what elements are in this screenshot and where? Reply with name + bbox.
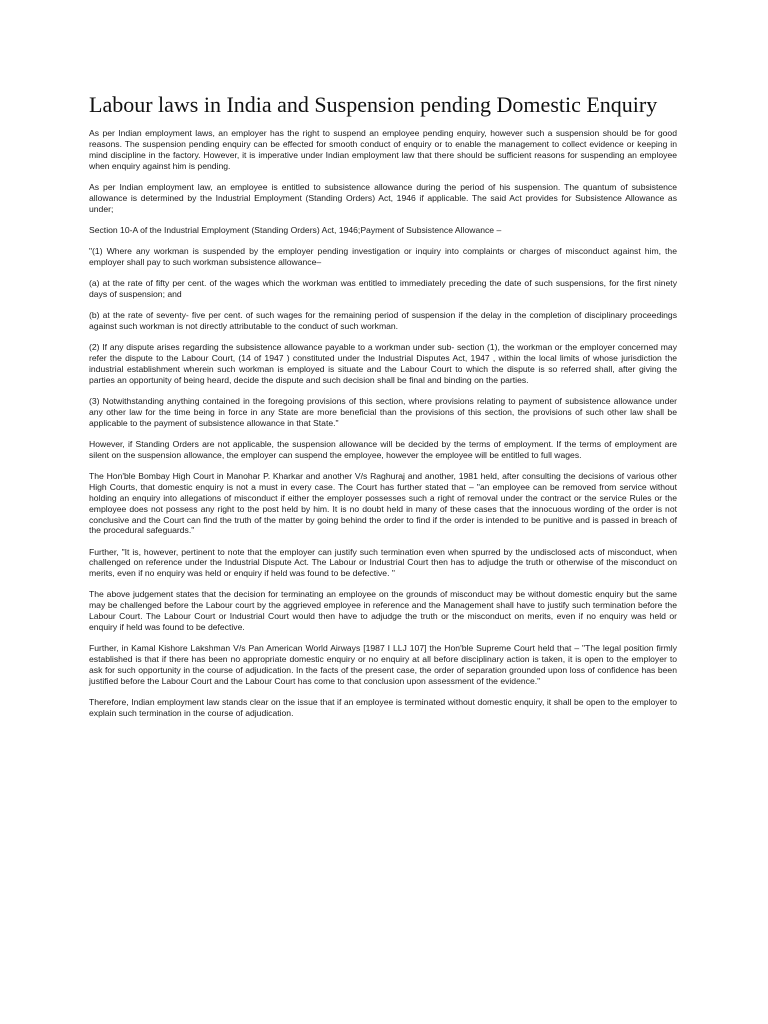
paragraph-clause-1b: (b) at the rate of seventy- five per cent. of such wages for the remaining period of suspension if the delay in the completion of disciplinary proceedings against such workman is not directly attributable to the conduct of such workman. <box>89 310 677 332</box>
paragraph-intro: As per Indian employment laws, an employer has the right to suspend an employee pending enquiry, however such a suspension should be for good reasons. The suspension pending enquiry can be effected for smooth conduct of enquiry or to enable the management to collect evidence or keeping in mind discipline in the factory. However, it is imperative under Indian employment law that there should be sufficient reasons for suspending an employee when enquiry against him is pending. <box>89 128 677 172</box>
paragraph-clause-3: (3) Notwithstanding anything contained in the foregoing provisions of this section, where provisions relating to payment of subsistence allowance under any other law for the time being in force in any State are more beneficial than the provisions of this section, the provisions of such other law shall be applicable to the payment of subsistence allowance in that State." <box>89 396 677 428</box>
paragraph-standing-orders: However, if Standing Orders are not applicable, the suspension allowance will be decided by the terms of employment. If the terms of employment are silent on the suspension allowance, the employer can suspend the employee, however the employee will be entitled to full wages. <box>89 438 677 460</box>
document-title: Labour laws in India and Suspension pending Domestic Enquiry <box>89 92 658 117</box>
paragraph-judgement-summary: The above judgement states that the decision for terminating an employee on the grounds of misconduct may be without domestic enquiry but the same may be challenged before the Labour court by the aggrieved employee in reference and the Management shall have to justify such termination before the Labour Court. The Labour Court or Industrial Court would then have to adjudge the truth or the misconduct on merits, even if no enquiry was held or enquiry if held was found to be defective. <box>89 589 677 633</box>
paragraph-subsistence: As per Indian employment law, an employee is entitled to subsistence allowance during the period of his suspension. The quantum of subsistence allowance is determined by the Industrial Employment (Standing Orders) Act, 1946 if applicable. The said Act provides for Subsistence Allowance as under; <box>89 182 677 215</box>
paragraph-clause-1: "(1) Where any workman is suspended by the employer pending investigation or inquiry into complaints or charges of misconduct against him, the employer shall pay to such workman subsistence allowance– <box>89 246 677 268</box>
paragraph-supreme-court: Further, in Kamal Kishore Lakshman V/s Pan American World Airways [1987 I LLJ 107] the Hon'ble Supreme Court held that – "The legal position firmly established is that if there has been no appropriate domestic enquiry or no enquiry at all before disciplinary action is taken, it is open to the employer to ask for such opportunity in the course of adjudication. In the facts of the present case, the order of separation grounded upon loss of confidence has been justified before the Labour Court and the Labour Court has come to that conclusion upon assessment of the evidence." <box>89 643 677 686</box>
document-page <box>89 92 677 729</box>
paragraph-clause-2: (2) If any dispute arises regarding the subsistence allowance payable to a workman under sub- section (1), the workman or the employer concerned may refer the dispute to the Labour Court, (14 of 1947 ) constituted under the Industrial Disputes Act, 1947 , within the local limits of whose jurisdiction the industrial establishment wherein such workman is employed is situate and the Labour Court to which the dispute is so referred shall, after giving the parties an opportunity of being heard, decide the dispute and such decision shall be final and binding on the parties. <box>89 342 677 385</box>
paragraph-further-justify: Further, "It is, however, pertinent to note that the employer can justify such termination even when spurred by the undisclosed acts of misconduct, when challenged on reference under the Industrial Dispute Act. The Labour or Industrial Court then has to adjudge the truth or otherwise of the misconduct on merits, even if no enquiry was held or enquiry if held was found to be defective. " <box>89 546 677 579</box>
paragraph-clause-1a: (a) at the rate of fifty per cent. of the wages which the workman was entitled to immediately preceding the date of such suspensions, for the first ninety days of suspension; and <box>89 278 677 300</box>
paragraph-conclusion: Therefore, Indian employment law stands clear on the issue that if an employee is terminated without domestic enquiry, it shall be open to the employer to explain such termination in the course of adjudication. <box>89 697 677 718</box>
paragraph-section-heading: Section 10-A of the Industrial Employment (Standing Orders) Act, 1946;Payment of Subsistence Allowance – <box>89 225 502 236</box>
paragraph-bombay-high-court: The Hon'ble Bombay High Court in Manohar P. Kharkar and another V/s Raghuraj and another, 1981 held, after consulting the decisions of various other High Courts, that domestic enquiry is not a must in every case. The Court has further stated that – "an employee can be removed from service without holding an enquiry into allegations of misconduct if either the employer possesses such a right of removal under the contract or the service Rules or the employee does not possess any right to the post held by him. It is no doubt held in many of these cases that the innocuous wording of the order is not conclusive and the Court can find the truth of the matter by going behind the order to find if the order is intended to be punitive and is passed in breach of the procedural safeguards." <box>89 470 677 536</box>
